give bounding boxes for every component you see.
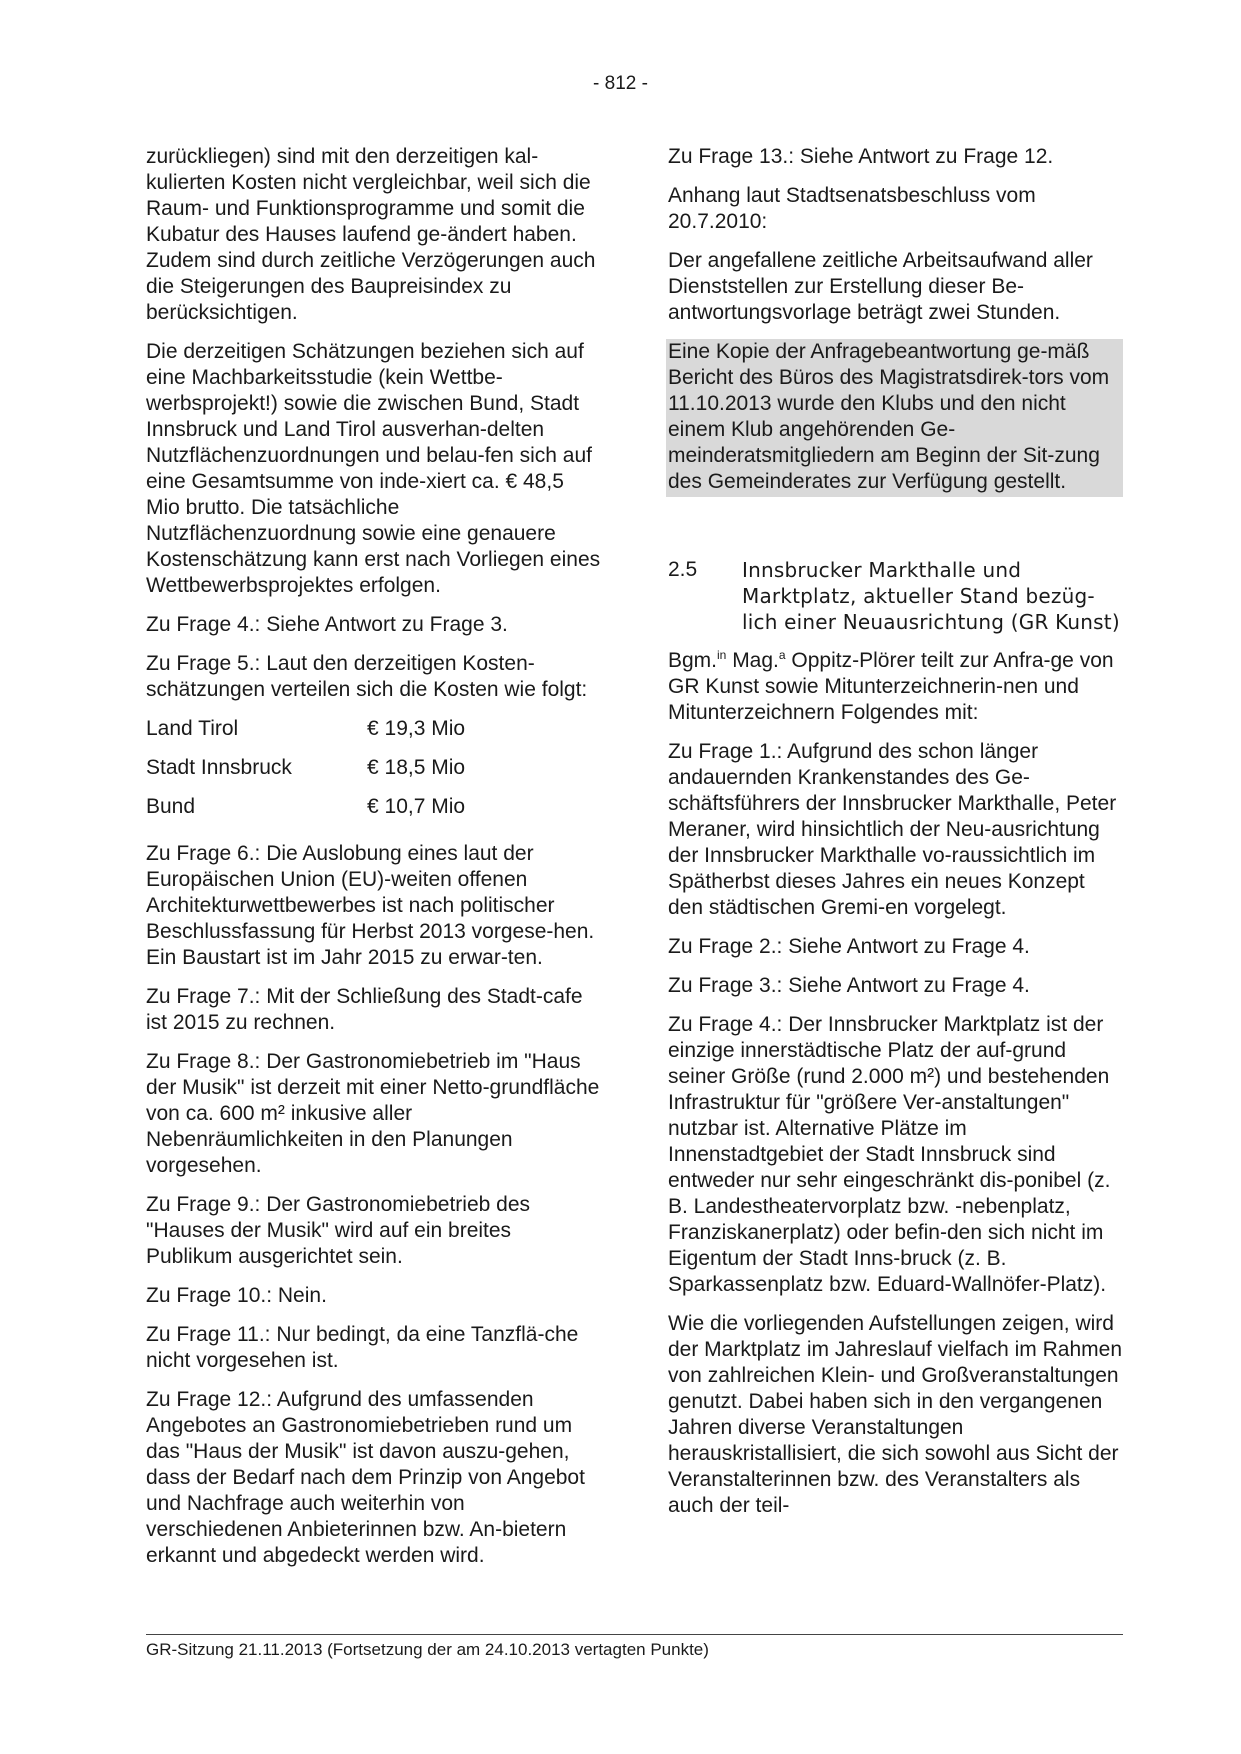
section-heading [668,557,1123,635]
title-superscript: a [778,648,786,662]
paragraph-current-estimates: Die derzeitigen Schätzungen beziehen sich auf eine Machbarkeitsstudie (kein Wettbe-werbsprojekt!) sowie die zwischen Bund, Stadt Innsbruck und Land Tirol ausverhan-delten Nutzflächenzuordnungen und belau-fen sich auf eine Gesamtsumme von inde-xiert ca. € 48,5 Mio brutto. Die tatsächliche Nutzflächenzuordnung sowie eine genauere Kostenschätzung kann erst nach Vorliegen eines Wettbewerbsprojektes erfolgen. [146,340,601,597]
title-bgm: Bgm. [668,649,718,672]
title-superscript: in [717,648,727,662]
intro-text: Oppitz-Plörer teilt zur Anfra-ge von GR Kunst sowie Mitunterzeichnerin-nen und Mitunterzeichnern Folgendes mit: [668,649,1114,724]
cost-amount: € 10,7 Mio [367,795,466,818]
answer-question-10: Zu Frage 10.: Nein. [146,1284,327,1307]
answer-question-1: Zu Frage 1.: Aufgrund des schon länger andauernden Krankenstandes des Ge-schäftsführers der Innsbrucker Markthalle, Peter Meraner, wird hinsichtlich der Neu-ausrichtung der Innsbrucker Markthalle vo-raussichtlich im Spätherbst dieses Jahres ein neues Konzept den städtischen Gremi-en vorgelegt. [668,740,1117,919]
section-title: Innsbrucker Markthalle und Marktplatz, aktueller Stand bezüg-lich einer Neuausrichtung (GR Kunst) [742,558,1120,634]
table-row [146,794,465,833]
table-row [146,755,465,794]
answer-question-3: Zu Frage 3.: Siehe Antwort zu Frage 4. [668,974,1030,997]
effort-statement: Der angefallene zeitliche Arbeitsaufwand aller Dienststellen zur Erstellung dieser Be-antwortungsvorlage beträgt zwei Stunden. [668,249,1093,324]
cost-amount: € 19,3 Mio [367,717,466,740]
annex-heading: Anhang laut Stadtsenatsbeschluss vom 20.7.2010: [668,184,1036,233]
answer-question-13: Zu Frage 13.: Siehe Antwort zu Frage 12. [668,145,1054,168]
answer-question-4-marketplace: Zu Frage 4.: Der Innsbrucker Marktplatz ist der einzige innerstädtische Platz der auf-grund seiner Größe (rund 2.000 m²) und bestehenden Infrastruktur für "größere Ver-anstaltungen" nutzbar ist. Alternative Plätze im Innenstadtgebiet der Stadt Innsbruck sind entweder nur sehr eingeschränkt dis-ponibel (z. B. Landestheatervorplatz bzw. -nebenplatz, Franziskanerplatz) oder befin-den sich nicht im Eigentum der Stadt Inns-bruck (z. B. Sparkassenplatz bzw. Eduard-Wallnöfer-Platz). [668,1013,1111,1296]
answer-question-8: Zu Frage 8.: Der Gastronomiebetrieb im "Haus der Musik" ist derzeit mit einer Netto-grundfläche von ca. 600 m² inkusive aller Nebenräumlichkeiten in den Planungen vorgesehen. [146,1050,600,1177]
spacer [668,510,1123,557]
answer-question-11: Zu Frage 11.: Nur bedingt, da eine Tanzflä-che nicht vorgesehen ist. [146,1323,579,1372]
answer-question-2: Zu Frage 2.: Siehe Antwort zu Frage 4. [668,935,1030,958]
footer-text: GR-Sitzung 21.11.2013 (Fortsetzung der am 24.10.2013 vertagten Punkte) [146,1640,709,1659]
answer-question-4: Zu Frage 4.: Siehe Antwort zu Frage 3. [146,613,508,636]
cost-label: Stadt Innsbruck [146,756,292,779]
table-row [146,716,465,755]
cost-amount: € 18,5 Mio [367,756,466,779]
title-mag: Mag. [726,649,779,672]
left-column [146,144,603,1582]
footer-divider [146,1634,1123,1635]
highlighted-note [666,339,1123,497]
highlighted-note-text: Eine Kopie der Anfragebeantwortung ge-mäß Bericht des Büros des Magistratsdirek-tors vom 11.10.2013 wurde den Klubs und den nicht einem Klub angehörenden Ge-meinderatsmitgliedern am Beginn der Sit-zung des Gemeinderates zur Verfügung gestellt. [668,340,1110,493]
mayor-intro [668,648,1123,726]
answer-question-5: Zu Frage 5.: Laut den derzeitigen Kosten-schätzungen verteilen sich die Kosten wie folgt: [146,652,588,701]
paragraph-cost-comparison: zurückliegen) sind mit den derzeitigen kal-kulierten Kosten nicht vergleichbar, weil sich die Raum- und Funktionsprogramme und somit die Kubatur des Hauses laufend ge-ändert haben. Zudem sind durch zeitliche Verzögerungen auch die Steigerungen des Baupreisindex zu berücksichtigen. [146,145,596,324]
answer-question-7: Zu Frage 7.: Mit der Schließung des Stadt-cafe ist 2015 zu rechnen. [146,985,583,1034]
answer-question-9: Zu Frage 9.: Der Gastronomiebetrieb des "Hauses der Musik" wird auf ein breites Publikum ausgerichtet sein. [146,1193,531,1268]
cost-distribution-table [146,716,465,833]
closing-paragraph: Wie die vorliegenden Aufstellungen zeigen, wird der Marktplatz im Jahreslauf vielfach im Rahmen von zahlreichen Klein- und Großveranstaltungen genutzt. Dabei haben sich in den vergangenen Jahren diverse Veranstaltungen herauskristallisiert, die sich sowohl aus Sicht der Veranstalterinnen bzw. des Veranstalters als auch der teil- [668,1312,1123,1517]
answer-question-6: Zu Frage 6.: Die Auslobung eines laut der Europäischen Union (EU)-weiten offenen Architekturwettbewerbes ist nach politischer Beschlussfassung für Herbst 2013 vorgese-hen. Ein Baustart ist im Jahr 2015 zu erwar-ten. [146,842,595,969]
page-number: - 812 - [593,73,648,94]
section-number: 2.5 [668,558,698,581]
cost-label: Bund [146,795,196,818]
right-column [668,144,1123,1532]
cost-label: Land Tirol [146,717,239,740]
answer-question-12: Zu Frage 12.: Aufgrund des umfassenden Angebotes an Gastronomiebetrieben rund um das "Haus der Musik" ist davon auszu-gehen, dass der Bedarf nach dem Prinzip von Angebot und Nachfrage auch weiterhin von verschiedenen Anbieterinnen bzw. An-bietern erkannt und abgedeckt werden wird. [146,1388,585,1567]
